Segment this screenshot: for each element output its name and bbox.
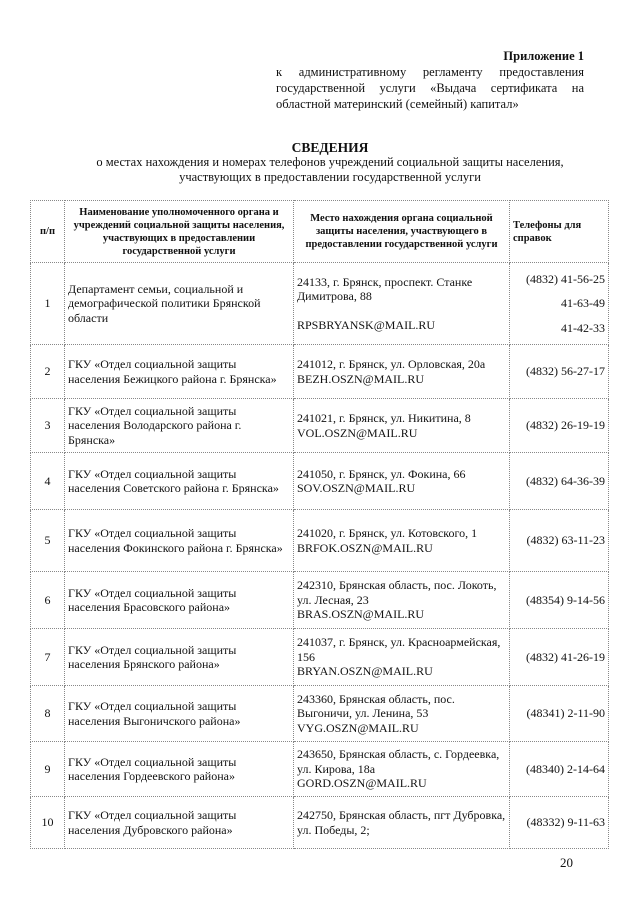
table-row: [31, 263, 609, 345]
header-phones: Телефоны для справок: [510, 201, 609, 263]
row-number: 4: [31, 453, 65, 510]
phone-number: 41-63-49: [561, 296, 605, 311]
office-address: 241050, г. Брянск, ул. Фокина, 66: [297, 466, 466, 481]
office-address-cell: [294, 686, 510, 742]
table-row: [31, 399, 609, 453]
appendix-text: к административному регламенту предоставления государственной услуги «Выдача сертификата на областной материнский (семейный) капитал»: [276, 65, 584, 111]
office-address-cell: [294, 629, 510, 686]
phone-number: (4832) 63-11-23: [526, 533, 605, 548]
row-number: 8: [31, 686, 65, 742]
appendix-title: Приложение 1: [503, 49, 584, 63]
row-number: 10: [31, 797, 65, 849]
table-row: [31, 453, 609, 510]
office-phones: [510, 510, 609, 572]
office-address: 241020, г. Брянск, ул. Котовского, 1: [297, 526, 478, 540]
office-name: ГКУ «Отдел социальной защиты населения Фокинского района г. Брянска»: [65, 510, 294, 572]
office-email: RPSBRYANSK@MAIL.RU: [297, 317, 436, 332]
office-email: BRYAN.OSZN@MAIL.RU: [297, 664, 433, 679]
table-row: [31, 345, 609, 399]
office-email: VOL.OSZN@MAIL.RU: [297, 425, 418, 440]
office-email: BRFOK.OSZN@MAIL.RU: [297, 540, 433, 555]
office-name: ГКУ «Отдел социальной защиты населения Выгоничского района»: [65, 686, 294, 742]
phone-number: (48332) 9-11-63: [526, 815, 605, 830]
phone-number: (48354) 9-14-56: [526, 592, 605, 607]
office-name: ГКУ «Отдел социальной защиты населения Брасовского района»: [65, 572, 294, 629]
office-phones: [510, 399, 609, 453]
office-address-cell: [294, 345, 510, 399]
document-subtitle: о местах нахождения и номерах телефонов учреждений социальной защиты населения, участвующих в предоставлении государственной услуги: [96, 155, 564, 184]
office-address-cell: [294, 742, 510, 797]
phone-number: 41-42-33: [561, 320, 605, 335]
row-number: 7: [31, 629, 65, 686]
office-name: ГКУ «Отдел социальной защиты населения Дубровского района»: [65, 797, 294, 849]
office-address-cell: [294, 263, 510, 345]
office-name: Департамент семьи, социальной и демографической политики Брянской области: [65, 263, 294, 345]
office-name: ГКУ «Отдел социальной защиты населения Володарского района г. Брянска»: [65, 399, 294, 453]
office-address-cell: [294, 572, 510, 629]
phone-number: (4832) 64-36-39: [526, 473, 605, 488]
office-email: SOV.OSZN@MAIL.RU: [297, 481, 416, 495]
phone-number: (4832) 26-19-19: [526, 418, 605, 433]
office-address: 242310, Брянская область, пос. Локоть, ул. Лесная, 23: [297, 578, 497, 607]
office-name: ГКУ «Отдел социальной защиты населения Гордеевского района»: [65, 742, 294, 797]
table-row: [31, 686, 609, 742]
office-phones: [510, 686, 609, 742]
office-phones: [510, 797, 609, 849]
table-row: [31, 629, 609, 686]
office-address: 242750, Брянская область, пгт Дубровка, ул. Победы, 2;: [297, 808, 506, 837]
page-number: 20: [560, 855, 573, 870]
office-phones: [510, 629, 609, 686]
offices-table: [30, 200, 609, 849]
row-number: 5: [31, 510, 65, 572]
phone-number: (4832) 41-56-25: [526, 271, 605, 286]
office-address: 241021, г. Брянск, ул. Никитина, 8: [297, 411, 471, 425]
office-phones: [510, 263, 609, 345]
header-address: Место нахождения органа социальной защиты населения, участвующего в предоставлении государственной услуги: [294, 201, 510, 263]
document-title: СВЕДЕНИЯ: [291, 140, 369, 155]
office-email: BRAS.OSZN@MAIL.RU: [297, 607, 425, 622]
office-phones: [510, 742, 609, 797]
table-row: [31, 797, 609, 849]
office-address-cell: [294, 399, 510, 453]
office-email: VYG.OSZN@MAIL.RU: [297, 720, 419, 735]
office-email: BEZH.OSZN@MAIL.RU: [297, 371, 425, 386]
office-name: ГКУ «Отдел социальной защиты населения Советского района г. Брянска»: [65, 453, 294, 510]
office-address-cell: [294, 453, 510, 510]
office-email: GORD.OSZN@MAIL.RU: [297, 776, 427, 791]
office-address: 24133, г. Брянск, проспект. Станке Димитрова, 88: [297, 274, 473, 304]
row-number: 6: [31, 572, 65, 629]
header-name: Наименование уполномоченного органа и учреждений социальной защиты населения, участвующих в предоставлении государственной услуги: [65, 201, 294, 263]
office-address: 241012, г. Брянск, ул. Орловская, 20а: [297, 357, 486, 371]
table-row: [31, 572, 609, 629]
office-name: ГКУ «Отдел социальной защиты населения Бежицкого района г. Брянска»: [65, 345, 294, 399]
office-address: 241037, г. Брянск, ул. Красноармейская, 156: [297, 635, 501, 664]
office-name: ГКУ «Отдел социальной защиты населения Брянского района»: [65, 629, 294, 686]
phone-number: (4832) 41-26-19: [526, 649, 605, 664]
office-phones: [510, 572, 609, 629]
table-row: [31, 742, 609, 797]
row-number: 2: [31, 345, 65, 399]
table-header-row: [31, 201, 609, 263]
row-number: 3: [31, 399, 65, 453]
office-phones: [510, 345, 609, 399]
row-number: 9: [31, 742, 65, 797]
office-address: 243650, Брянская область, с. Гордеевка, ул. Кирова, 18а: [297, 747, 500, 776]
appendix-block: [276, 48, 584, 112]
phone-number: (48340) 2-14-64: [526, 761, 605, 776]
office-phones: [510, 453, 609, 510]
header-num: п/п: [31, 201, 65, 263]
office-address: 243360, Брянская область, пос. Выгоничи, ул. Ленина, 53: [297, 691, 455, 721]
office-address-cell: [294, 510, 510, 572]
phone-number: (48341) 2-11-90: [526, 706, 605, 721]
phone-number: (4832) 56-27-17: [526, 364, 605, 379]
row-number: 1: [31, 263, 65, 345]
document-heading: [60, 140, 600, 185]
table-body: [31, 263, 609, 849]
office-address-cell: [294, 797, 510, 849]
table-row: [31, 510, 609, 572]
